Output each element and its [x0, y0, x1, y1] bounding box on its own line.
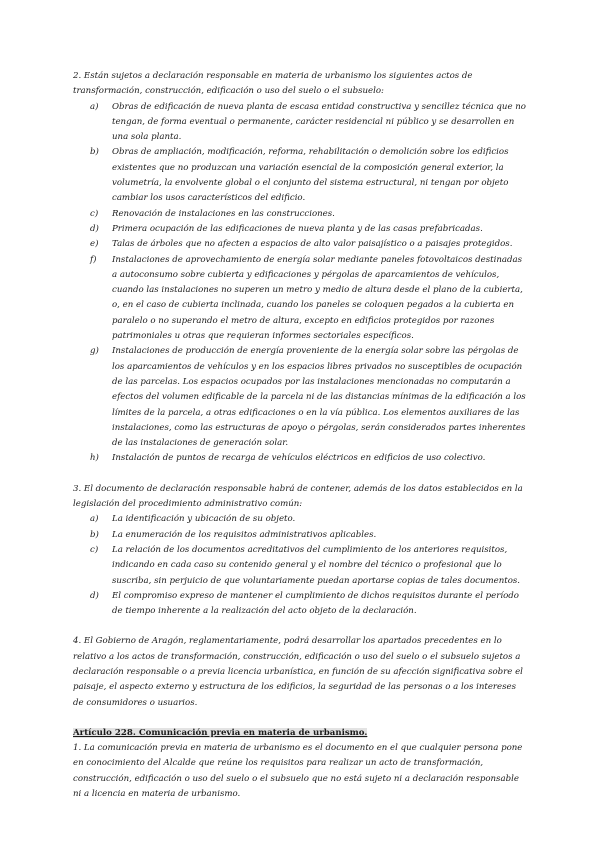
list-item-text: Talas de árboles que no afecten a espacios de alto valor paisajístico o a paisajes protegidos. — [112, 239, 513, 250]
list-item-text: Instalaciones de producción de energía proveniente de la energía solar sobre las pérgolas de los aparcamientos de vehículos y en los espacios libres privados no susceptibles de ocupación de las parcelas. Los espacios ocupados por las instalaciones mencionadas no computarán a efectos del volumen edificable de la parcela ni de las distancias mínimas de la edificación a los límites de la parcela, a otras edificaciones o en la vía pública. Los elementos auxiliares de las instalaciones, como las estructuras de apoyo o pérgolas, serán considerados partes inherentes de las instalaciones de generación solar. — [112, 346, 526, 449]
paragraph-gap — [73, 619, 529, 634]
list-item — [73, 207, 529, 222]
list-item-text: Instalaciones de aprovechamiento de energía solar mediante paneles fotovoltaicos destinadas a autoconsumo sobre cubierta y edificaciones y pérgolas de aparcamientos de vehículos, cuando las instalaciones no superen un metro y medio de altura desde el plano de la cubierta, o, en el caso de cubierta inclinada, cuando los paneles se coloquen pegados a la cubierta en paralelo o no superando el metro de altura, excepto en edificios protegidos por razones patrimoniales u otras que requieran informes sectoriales específicos. — [112, 254, 523, 342]
list-item — [73, 512, 529, 527]
list-marker: e) — [90, 239, 99, 250]
list-marker: b) — [90, 147, 99, 158]
list-item-text: Obras de ampliación, modificación, reforma, rehabilitación o demolición sobre los edificios existentes que no produzcan una variación esencial de la composición general exterior, la volumetría, la envolvente global o el conjunto del sistema estructural, ni tengan por objeto cambiar los usos característicos del edificio. — [112, 147, 509, 204]
section-4-paragraph: 4. El Gobierno de Aragón, reglamentariamente, podrá desarrollar los apartados precedentes en lo relativo a los actos de transformación, construcción, edificación o uso del suelo o el subsuelo sujetos a declaración responsable o a previa licencia urbanística, en función de su afección significativa sobre el paisaje, el aspecto externo y estructura de los edificios, la seguridad de las personas o a los intereses de consumidores o usuarios. — [73, 636, 523, 708]
list-item — [73, 528, 529, 543]
list-marker: d) — [90, 223, 99, 234]
list-item — [73, 222, 529, 237]
list-item-text: El compromiso expreso de mantener el cumplimiento de dichos requisitos durante el período de tiempo inherente a la realización del acto objeto de la declaración. — [112, 590, 519, 617]
document-body — [73, 69, 529, 802]
section-2-list — [73, 100, 529, 467]
article-heading-line — [73, 726, 529, 741]
list-marker: g) — [90, 346, 99, 357]
section-2-intro: 2. Están sujetos a declaración responsable en materia de urbanismo los siguientes actos de transformación, construcción, edificación o uso del suelo o el subsuelo: — [73, 71, 473, 97]
paragraph-gap — [73, 711, 529, 726]
list-item — [73, 253, 529, 345]
list-item — [73, 237, 529, 252]
list-item-text: La identificación y ubicación de su objeto. — [112, 514, 296, 525]
article-paragraph: 1. La comunicación previa en materia de urbanismo es el documento en el que cualquier persona pone en conocimiento del Alcalde que reúne los requisitos para realizar un acto de transformación, construcción, edificación o uso del suelo o el subsuelo que no está sujeto ni a declaración responsable ni a licencia en materia de urbanismo. — [73, 743, 523, 800]
list-marker: c) — [90, 208, 99, 219]
list-marker: h) — [90, 453, 99, 464]
list-item — [73, 145, 529, 206]
list-marker: c) — [90, 544, 99, 555]
section-3-intro: 3. El documento de declaración responsable habrá de contener, además de los datos establecidos en la legislación del procedimiento administrativo común: — [73, 483, 523, 510]
list-item-text: La enumeración de los requisitos administrativos aplicables. — [112, 529, 377, 540]
paragraph-gap — [73, 467, 529, 482]
list-item-text: La relación de los documentos acreditativos del cumplimiento de los anteriores requisitos, indicando en cada caso su contenido general y el nombre del técnico o profesional que lo suscriba, sin perjuicio de que voluntariamente puedan aportarse copias de tales documentos. — [112, 544, 521, 586]
list-marker: b) — [90, 529, 99, 540]
list-item-text: Renovación de instalaciones en las construcciones. — [112, 208, 335, 219]
section-3-list — [73, 512, 529, 619]
list-item-text: Primera ocupación de las edificaciones de nueva planta y de las casas prefabricadas. — [112, 223, 483, 234]
list-marker: a) — [90, 101, 99, 112]
list-marker: f) — [90, 254, 97, 265]
list-item-text: Obras de edificación de nueva planta de escasa entidad constructiva y sencillez técnica que no tengan, de forma eventual o permanente, carácter residencial ni público y se desarrollen en una sola planta. — [112, 101, 526, 143]
list-marker: a) — [90, 514, 99, 525]
list-item — [73, 100, 529, 146]
list-item — [73, 543, 529, 589]
list-item — [73, 451, 529, 466]
list-marker: d) — [90, 590, 99, 601]
article-heading: Artículo 228. Comunicación previa en materia de urbanismo. — [73, 727, 368, 738]
list-item — [73, 589, 529, 620]
list-item — [73, 344, 529, 451]
list-item-text: Instalación de puntos de recarga de vehículos eléctricos en edificios de uso colectivo. — [112, 453, 486, 464]
